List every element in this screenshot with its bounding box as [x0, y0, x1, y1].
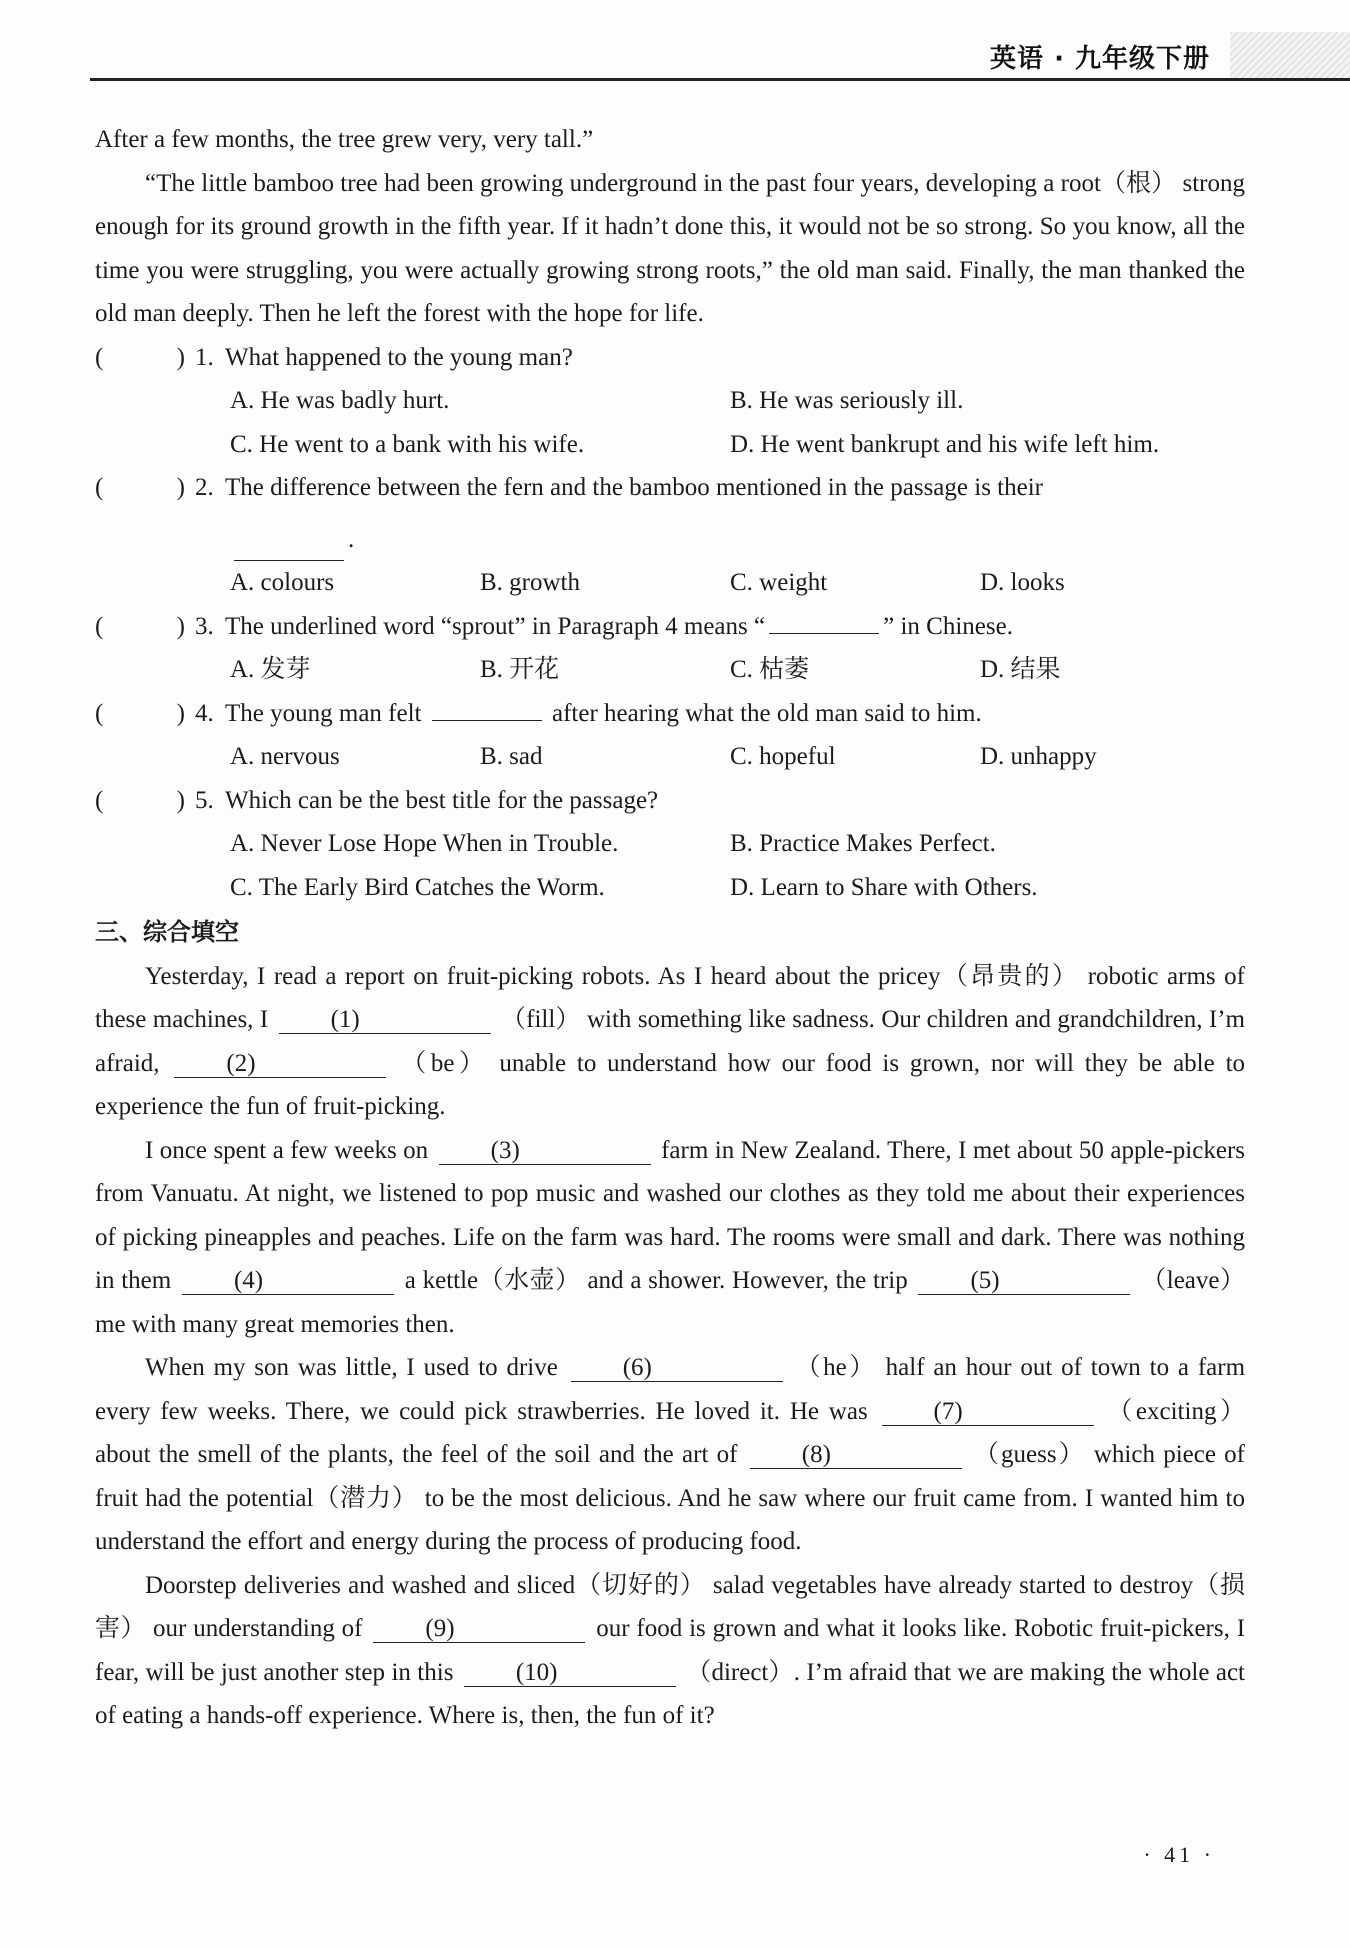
answer-blank[interactable]: [432, 720, 542, 721]
option-d[interactable]: D. He went bankrupt and his wife left him.: [730, 430, 1160, 458]
options-row: [95, 648, 1245, 692]
blank-5[interactable]: (5): [918, 1268, 1130, 1295]
option-a[interactable]: A. colours: [230, 569, 335, 596]
question-number: 4.: [195, 699, 214, 727]
answer-bracket[interactable]: ( ): [95, 343, 185, 371]
options-row: [95, 822, 1245, 866]
book-title: 英语 · 九年级下册: [990, 44, 1210, 74]
cloze-paragraph-1: Yesterday, I read a report on fruit-picking robots. As I heard about the pricey（昂贵的） robotic arms of these machines, I (1) （fill） with something like sadness. Our children and grandchildren, I’m afraid, (2) （be） unable to understand how our food is grown, nor will they be able to experience the fun of fruit-picking.: [95, 962, 1246, 1120]
option-c[interactable]: C. weight: [730, 569, 828, 596]
option-d[interactable]: D. 结果: [980, 656, 1061, 683]
option-b[interactable]: B. Practice Makes Perfect.: [730, 830, 996, 857]
question-stem-end: ” in Chinese.: [883, 612, 1013, 640]
blank-8[interactable]: (8): [750, 1442, 962, 1469]
option-d[interactable]: D. Learn to Share with Others.: [730, 873, 1038, 901]
question-number: 3.: [195, 612, 214, 640]
question-4: [95, 692, 1245, 736]
option-c[interactable]: C. 枯萎: [730, 656, 810, 683]
answer-bracket[interactable]: ( ): [95, 474, 185, 501]
question-2-blank-line: [95, 510, 1245, 562]
passage-line: After a few months, the tree grew very, very tall.”: [95, 126, 594, 153]
blank-7[interactable]: (7): [882, 1399, 1094, 1426]
option-b[interactable]: B. growth: [480, 569, 580, 596]
passage-paragraph: “The little bamboo tree had been growing underground in the past four years, developing a root（根） strong enough for its ground growth in the fifth year. If it hadn’t done this, it would not be so strong. So you know, all the time you were struggling, you were actually growing strong roots,” the old man said. Finally, the man thanked the old man deeply. Then he left the forest with the hope for life.: [95, 169, 1245, 327]
question-number: 2.: [195, 474, 214, 501]
option-a[interactable]: A. Never Lose Hope When in Trouble.: [230, 830, 619, 857]
blank-10[interactable]: (10): [464, 1660, 676, 1687]
answer-bracket[interactable]: ( ): [95, 786, 185, 814]
option-c[interactable]: C. He went to a bank with his wife.: [230, 430, 585, 458]
answer-blank[interactable]: [234, 518, 344, 562]
question-number: 5.: [195, 786, 214, 814]
options-row: [95, 866, 1245, 910]
options-row: [95, 379, 1245, 423]
page-content: [95, 118, 1245, 1738]
answer-bracket[interactable]: ( ): [95, 612, 185, 640]
options-row: [95, 561, 1245, 605]
option-b[interactable]: B. He was seriously ill.: [730, 387, 964, 414]
option-d[interactable]: D. unhappy: [980, 743, 1097, 770]
answer-bracket[interactable]: ( ): [95, 699, 185, 727]
option-b[interactable]: B. 开花: [480, 656, 560, 683]
blank-1[interactable]: (1): [279, 1007, 491, 1034]
page-number: · 41 ·: [1143, 1842, 1215, 1867]
option-a[interactable]: A. 发芽: [230, 656, 311, 683]
question-number: 1.: [195, 343, 214, 371]
question-stem: What happened to the young man?: [225, 343, 573, 371]
question-stem: The difference between the fern and the bamboo mentioned in the passage is their: [225, 474, 1043, 501]
blank-9[interactable]: (9): [373, 1616, 585, 1643]
option-b[interactable]: B. sad: [480, 743, 543, 770]
header-texture: [1230, 32, 1350, 78]
blank-6[interactable]: (6): [571, 1355, 783, 1382]
blank-3[interactable]: (3): [439, 1138, 651, 1165]
option-a[interactable]: A. nervous: [230, 743, 340, 770]
question-stem: Which can be the best title for the passage?: [225, 786, 659, 814]
question-stem-start: The young man felt: [225, 699, 422, 727]
question-stem-end: after hearing what the old man said to him.: [551, 699, 982, 727]
header-rule: [90, 78, 1350, 81]
blank-4[interactable]: (4): [182, 1268, 394, 1295]
cloze-paragraph-4: Doorstep deliveries and washed and sliced（切好的） salad vegetables have already started to destroy（损害） our understanding of (9) our food is grown and what it looks like. Robotic fruit-pickers, I fear, will be just another step in this (10) （direct）. I’m afraid that we are making the whole act of eating a hands-off experience. Where is, then, the fun of it?: [95, 1571, 1246, 1729]
page-header: [90, 32, 1350, 82]
question-2: [95, 466, 1245, 510]
option-c[interactable]: C. The Early Bird Catches the Worm.: [230, 873, 605, 901]
options-row: [95, 735, 1245, 779]
question-3: [95, 605, 1245, 649]
blank-2[interactable]: (2): [174, 1051, 386, 1078]
section-title: 三、综合填空: [95, 918, 239, 946]
answer-blank[interactable]: [769, 633, 879, 634]
options-row: [95, 423, 1245, 467]
cloze-paragraph-3: When my son was little, I used to drive (6) （he） half an hour out of town to a farm every few weeks. There, we could pick strawberries. He loved it. He was (7) （exciting） about the smell of the plants, the feel of the soil and the art of (8) （guess） which piece of fruit had the potential（潜力） to be the most delicious. And he saw where our fruit came from. I wanted him to understand the effort and energy during the process of producing food.: [95, 1354, 1246, 1555]
question-stem-start: The underlined word “sprout” in Paragraph 4 means “: [225, 612, 766, 640]
option-d[interactable]: D. looks: [980, 569, 1065, 596]
option-a[interactable]: A. He was badly hurt.: [230, 387, 450, 414]
stem-end: .: [348, 525, 355, 553]
cloze-paragraph-2: I once spent a few weeks on (3) farm in New Zealand. There, I met about 50 apple-pickers from Vanuatu. At night, we listened to pop music and washed our clothes as they told me about their experiences of picking pineapples and peaches. Life on the farm was hard. The rooms were small and dark. There was nothing in them (4) a kettle（水壶） and a shower. However, the trip (5) （leave） me with many great memories then.: [95, 1136, 1246, 1338]
question-1: [95, 336, 1245, 380]
option-c[interactable]: C. hopeful: [730, 743, 836, 770]
question-5: [95, 779, 1245, 823]
